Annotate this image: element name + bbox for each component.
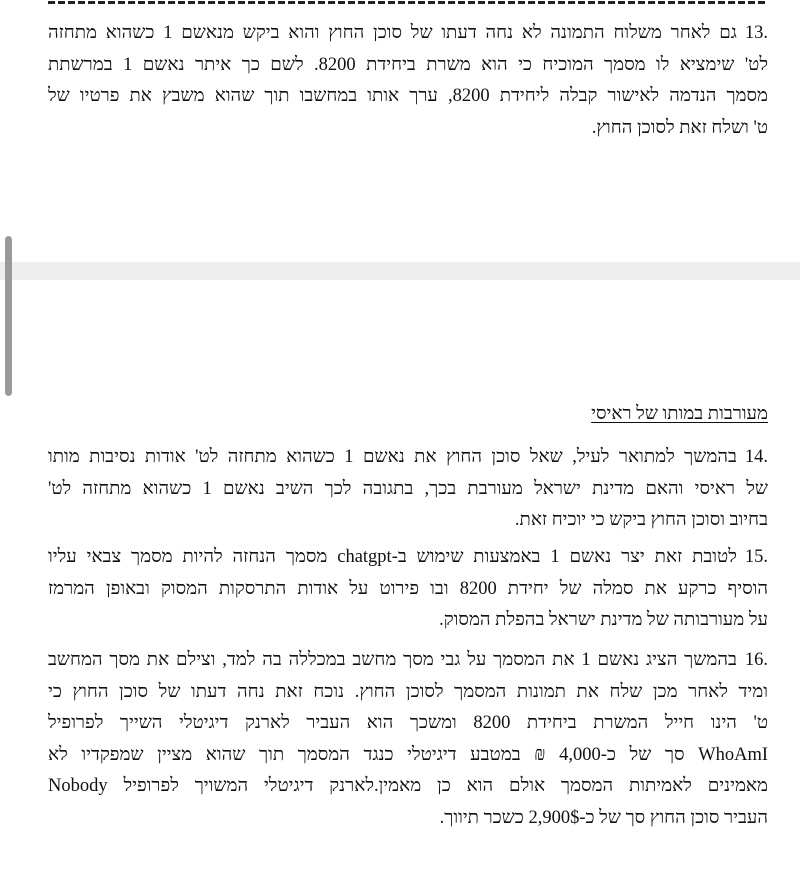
paragraph-line: לט' שימציא לו מסמך המוכיח כי הוא משרת ביחידת 8200. לשם כך איתר נאשם 1 במרשתת [48, 54, 768, 75]
paragraph-line: של ראיסי והאם מדינת ישראל מעורבת בכך, בתגובה לכך השיב נאשם 1 כשהוא מתחזה לט' [48, 478, 768, 499]
paragraph-line: על מעורבותה של מדינת ישראל בהפלת המסוק. [439, 610, 768, 630]
paragraph-14 [48, 442, 768, 537]
section-heading: מעורבות במותו של ראיסי [591, 404, 768, 424]
paragraph-line: ט' הינו חייל המשרת ביחידת 8200 ומשכך הוא העביר לארנק דיגיטלי השייך לפרופיל [48, 713, 768, 733]
paragraph-line: מאמינים לאמיתות המסמך אולם הוא כן מאמין.לארנק דיגיטלי המשויך לפרופיל Nobody [48, 776, 768, 796]
paragraph-line: הוסיף כרקע את סמלה של יחידת 8200 ובו פירוט על אודות התרסקות המסוק ובאופן המרמז [48, 578, 768, 599]
paragraph-line: מסמך הנדמה לאישור קבלה ליחידת 8200, ערך אותו במחשבו תוך שהוא משבץ את פרטיו של [48, 86, 768, 106]
paragraph-15 [48, 542, 768, 637]
paragraph-number: 13. [744, 23, 768, 43]
paragraph-number: 14. [744, 447, 768, 467]
paragraph-line: בחיוב וסוכן החוץ ביקש כי יוכיח זאת. [514, 510, 768, 530]
paragraph-13 [48, 18, 768, 144]
page-break [0, 262, 800, 280]
paragraph-number: 16. [744, 650, 768, 670]
paragraph-line: העביר סוכן החוץ סך של כ-2,900$ כשכר תיווך. [439, 807, 768, 828]
document-page-top [0, 0, 800, 262]
paragraph-number: 15. [744, 547, 768, 567]
scrollbar-thumb[interactable] [5, 236, 12, 396]
paragraph-line: 13.גם לאחר משלוח התמונה לא נחה דעתו של סוכן החוץ והוא ביקש מנאשם 1 כשהוא מתחזה [48, 18, 768, 50]
paragraph-line: ומיד לאחר מכן שלח את תמונות המסמך לסוכן החוץ. נוכח זאת נחה דעתו של סוכן החוץ כי [48, 681, 768, 702]
paragraph-16 [48, 645, 768, 834]
paragraph-line: ט' ושלח זאת לסוכן החוץ. [591, 117, 768, 138]
paragraph-line: 15.לטובת זאת יצר נאשם 1 באמצעות שימוש ב-chatgpt מסמך הנחזה להיות מסמך צבאי עליו [48, 542, 768, 574]
paragraph-line: 14.בהמשך למתואר לעיל, שאל סוכן החוץ את נאשם 1 כשהוא מתחזה לט' אודות נסיבות מותו [48, 442, 768, 474]
cut-off-text-line [48, 0, 768, 4]
paragraph-line: WhoAmI סך של כ-4,000 ₪ במטבע דיגיטלי כנגד המסמך תוך שהוא מציין שמפקדיו לא [48, 744, 768, 765]
paragraph-line: 16.בהמשך הציג נאשם 1 את המסמך על גבי מסך מחשב במכללה בה למד, וצילם את מסך המחשב [48, 645, 768, 677]
